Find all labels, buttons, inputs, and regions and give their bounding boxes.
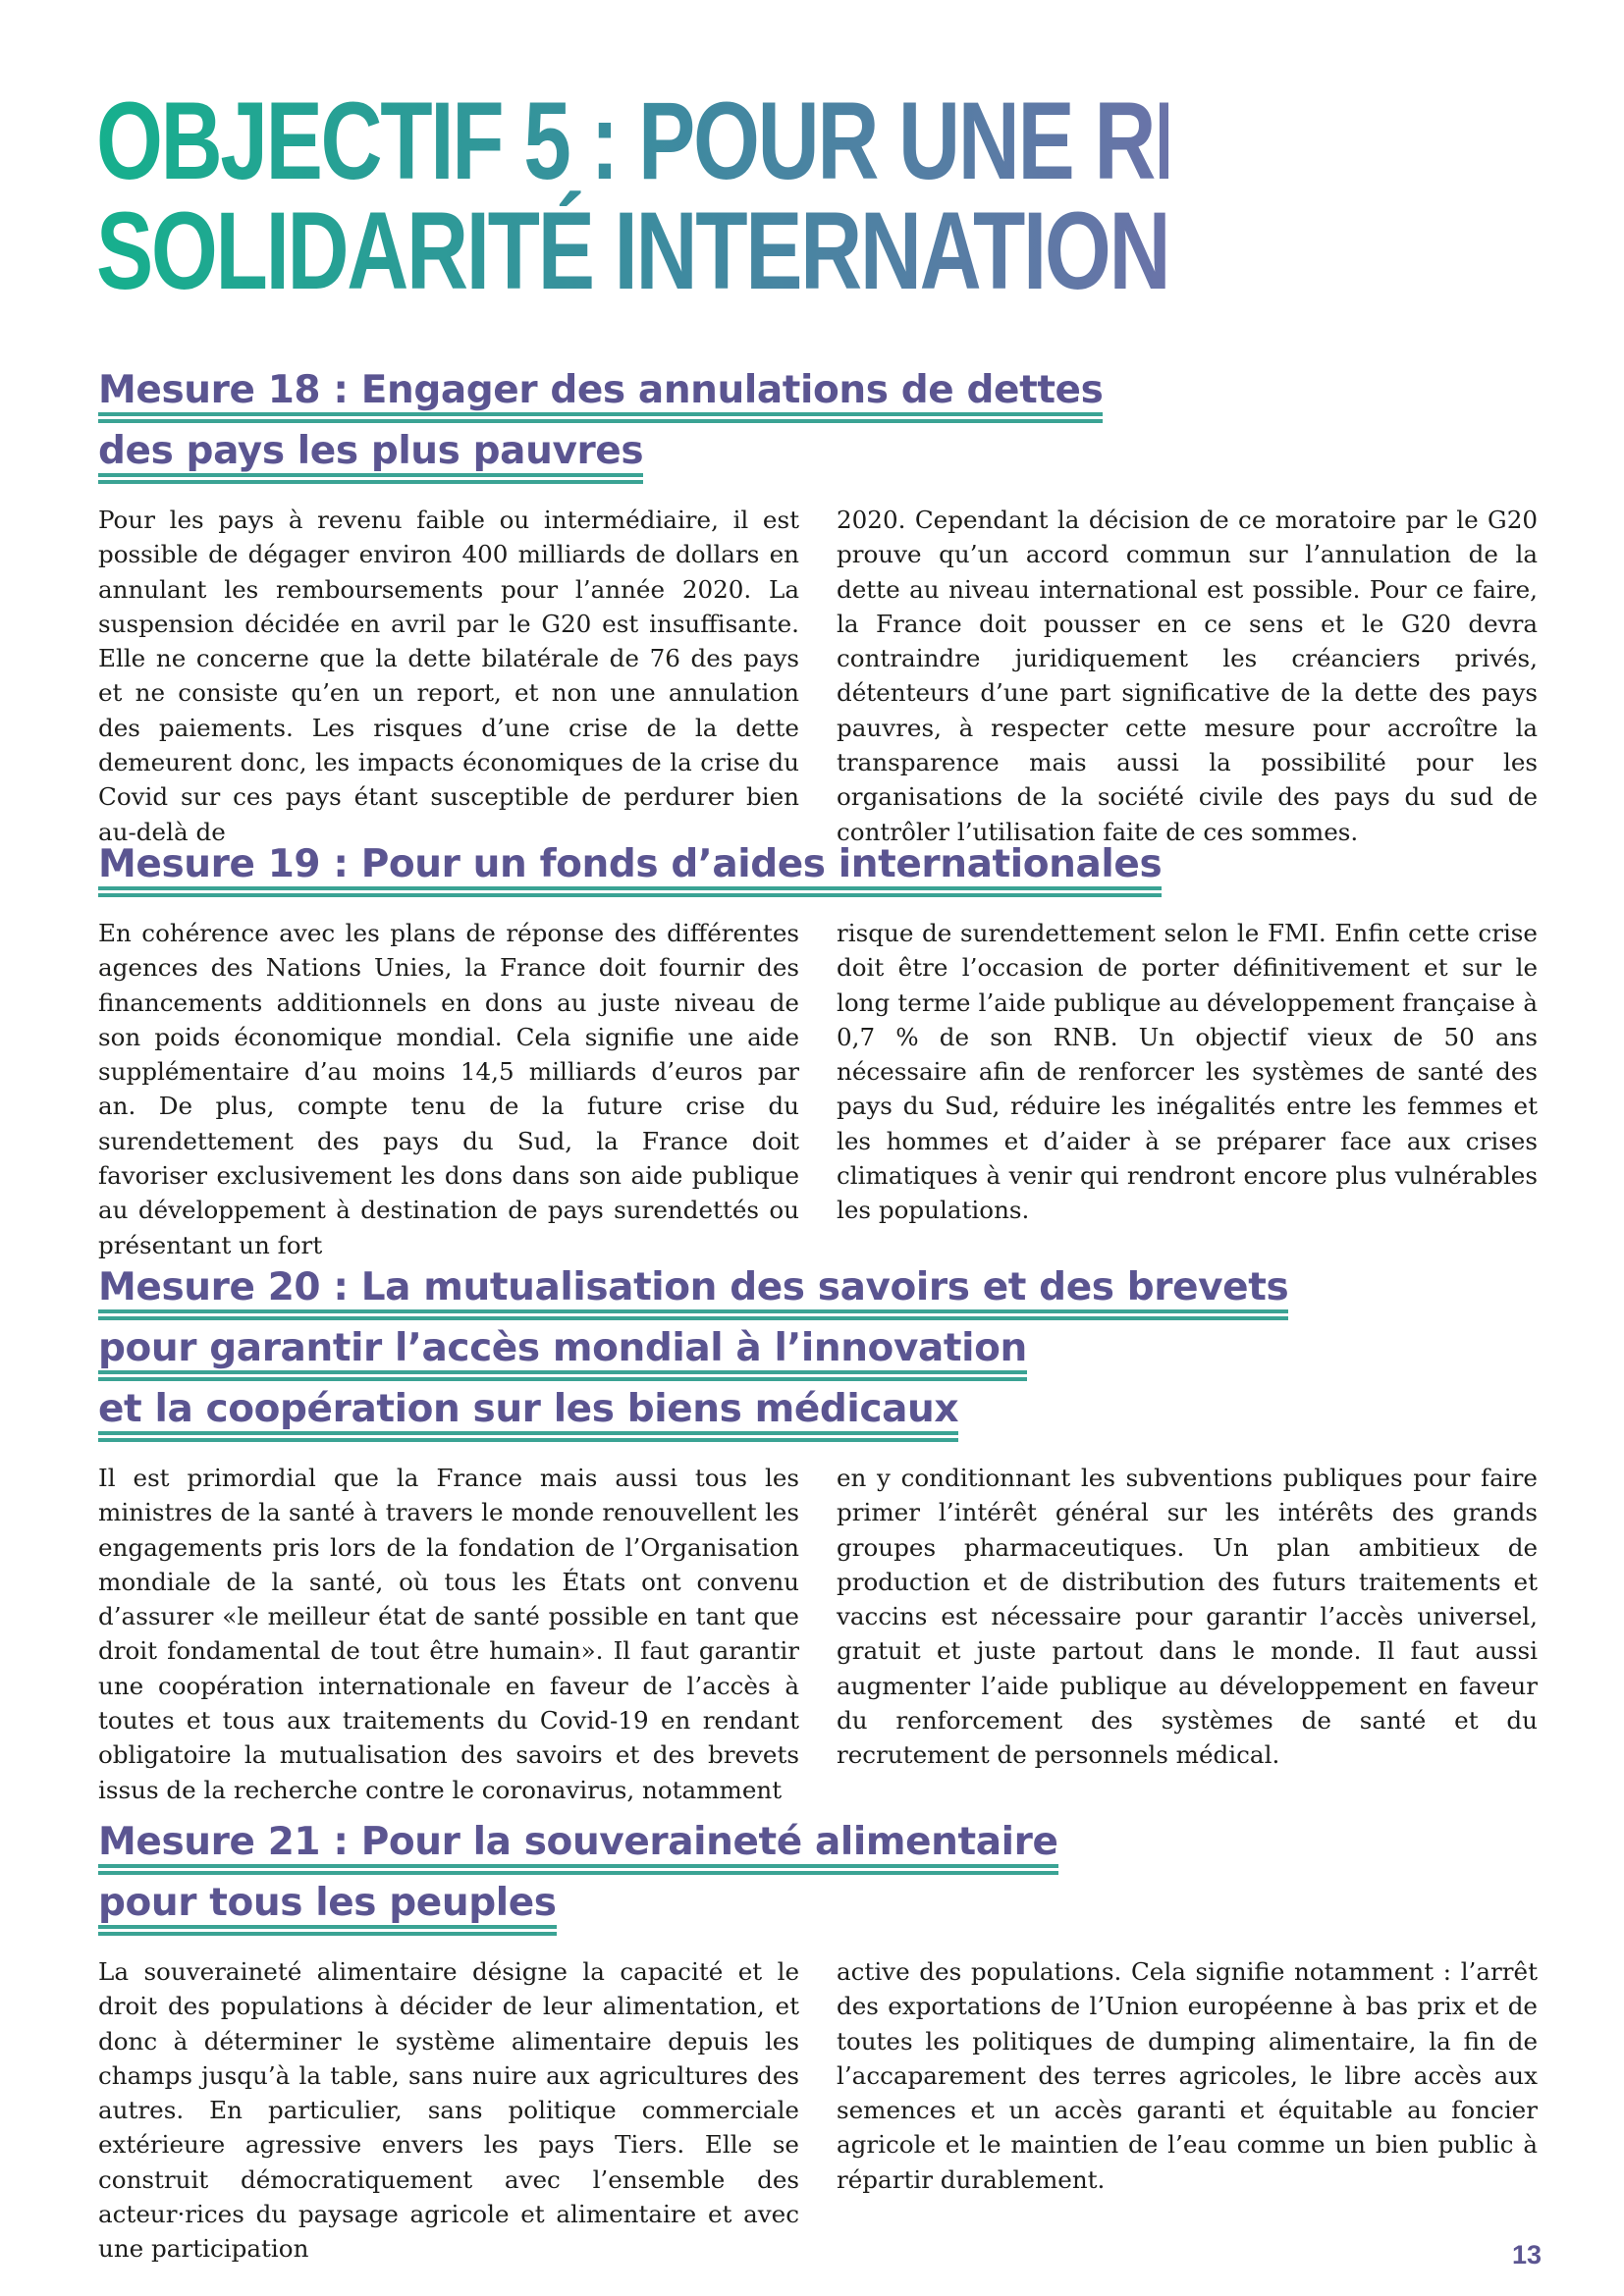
page-title-line-2: SOLIDARITÉ INTERNATIONALE — [96, 189, 1333, 312]
measure-20-column-right — [837, 1461, 1538, 1807]
measure-21-column-right — [837, 1954, 1538, 2267]
measure-21-title — [98, 1817, 1538, 1939]
measure-18-text-left: Pour les pays à revenu faible ou intermédiaire, il est possible de dégager environ 400 milliards de dollars en annulant les remboursements pour l’année 2020. La suspension décidée en avril par le G20 est insuffisante. Elle ne concerne que la dette bilatérale de 76 des pays et ne consiste qu’en un report, et non une annulation des paiements. Les risques d’une crise de la dette demeurent donc, les impacts économiques de la crise du Covid sur ces pays étant susceptible de perdurer bien au-delà de — [98, 506, 799, 846]
measure-20-title — [98, 1262, 1538, 1445]
measure-20-columns — [98, 1461, 1538, 1807]
measure-19-columns — [98, 916, 1538, 1262]
measure-18-column-left — [98, 503, 799, 849]
measure-19-column-right — [837, 916, 1538, 1262]
measure-18-title-line-2: des pays les plus pauvres — [98, 430, 643, 477]
measure-19-text-right: risque de surendettement selon le FMI. Enfin cette crise doit être l’occasion de porter définitivement et sur le long terme l’aide publique au développement française à 0,7 % de son RNB. Un objectif vieux de 50 ans nécessaire afin de renforcer les systèmes de santé des pays du Sud, réduire les inégalités entre les femmes et les hommes et d’aider à se préparer face aux crises climatiques à venir qui rendront encore plus vulnérables les populations. — [837, 919, 1538, 1225]
measure-20-title-line-1: Mesure 20 : La mutualisation des savoirs et des brevets — [98, 1266, 1288, 1313]
measure-21-column-left — [98, 1954, 799, 2267]
measure-21-title-line-1: Mesure 21 : Pour la souveraineté alimentaire — [98, 1821, 1058, 1868]
measure-20-title-line-3: et la coopération sur les biens médicaux — [98, 1388, 958, 1435]
measure-19-column-left — [98, 916, 799, 1262]
measure-18-columns — [98, 503, 1538, 849]
page-title — [96, 80, 1419, 312]
measure-20-text-right: en y conditionnant les subventions publiques pour faire primer l’intérêt général sur les intérêts des grands groupes pharmaceutiques. Un plan ambitieux de production et de distribution des futurs traitements et vaccins est nécessaire pour garantir l’accès universel, gratuit et juste partout dans le monde. Il faut aussi augmenter l’aide publique au développement en faveur du renforcement des systèmes de santé et du recrutement de personnels médical. — [837, 1464, 1538, 1770]
page-number: 13 — [1511, 2240, 1542, 2269]
measure-19-title — [98, 839, 1538, 900]
measure-20-column-left — [98, 1461, 799, 1807]
measure-18-text-right: 2020. Cependant la décision de ce moratoire par le G20 prouve qu’un accord commun sur l’annulation de la dette au niveau international est possible. Pour ce faire, la France doit pousser en ce sens et le G20 devra contraindre juridiquement les créanciers privés, détenteurs d’une part significative de la dette des pays pauvres, à respecter cette mesure pour accroître la transparence mais aussi la possibilité pour les organisations de la société civile des pays du sud de contrôler l’utilisation faite de ces sommes. — [837, 506, 1538, 846]
measure-18-column-right — [837, 503, 1538, 849]
page-title-line-1: OBJECTIF 5 : POUR UNE RÉELLE — [96, 80, 1419, 202]
measure-18-title-line-1: Mesure 18 : Engager des annulations de dettes — [98, 369, 1103, 416]
measure-20-title-line-2: pour garantir l’accès mondial à l’innovation — [98, 1327, 1027, 1374]
measure-21-text-right: active des populations. Cela signifie notamment : l’arrêt des exportations de l’Union européenne à bas prix et de toutes les politiques de dumping alimentaire, la fin de l’accaparement des terres agricoles, le libre accès aux semences et un accès garanti et équitable au foncier agricole et le maintien de l’eau comme un bien public à répartir durablement. — [837, 1957, 1538, 2194]
measure-20-section — [98, 1262, 1538, 1807]
measure-21-title-line-2: pour tous les peuples — [98, 1882, 557, 1929]
measure-18-section — [98, 365, 1538, 849]
measure-20-text-left: Il est primordial que la France mais aussi tous les ministres de la santé à travers le monde renouvellent les engagements pris lors de la fondation de l’Organisation mondiale de la santé, où tous les États ont convenu d’assurer «le meilleur état de santé possible en tant que droit fondamental de tout être humain». Il faut garantir une coopération internationale en faveur de l’accès à toutes et tous aux traitements du Covid-19 en rendant obligatoire la mutualisation des savoirs et des brevets issus de la recherche contre le coronavirus, notamment — [98, 1464, 799, 1804]
measure-19-section — [98, 839, 1538, 1262]
measure-21-text-left: La souveraineté alimentaire désigne la capacité et le droit des populations à décider de leur alimentation, et donc à déterminer le système alimentaire depuis les champs jusqu’à la table, sans nuire aux agricultures des autres. En particulier, sans politique commerciale extérieure agressive envers les pays Tiers. Elle se construit démocratiquement avec l’ensemble des acteur·rices du paysage agricole et alimentaire et avec une participation — [98, 1957, 799, 2264]
measure-19-text-left: En cohérence avec les plans de réponse des différentes agences des Nations Unies, la France doit fournir des financements additionnels en dons au juste niveau de son poids économique mondial. Cela signifie une aide supplémentaire d’au moins 14,5 milliards d’euros par an. De plus, compte tenu de la future crise du surendettement des pays du Sud, la France doit favoriser exclusivement les dons dans son aide publique au développement à destination de pays surendettés ou présentant un fort — [98, 919, 799, 1259]
measure-19-title-line-1: Mesure 19 : Pour un fonds d’aides internationales — [98, 843, 1162, 890]
measure-18-title — [98, 365, 1538, 487]
measure-21-section — [98, 1817, 1538, 2267]
measure-21-columns — [98, 1954, 1538, 2267]
